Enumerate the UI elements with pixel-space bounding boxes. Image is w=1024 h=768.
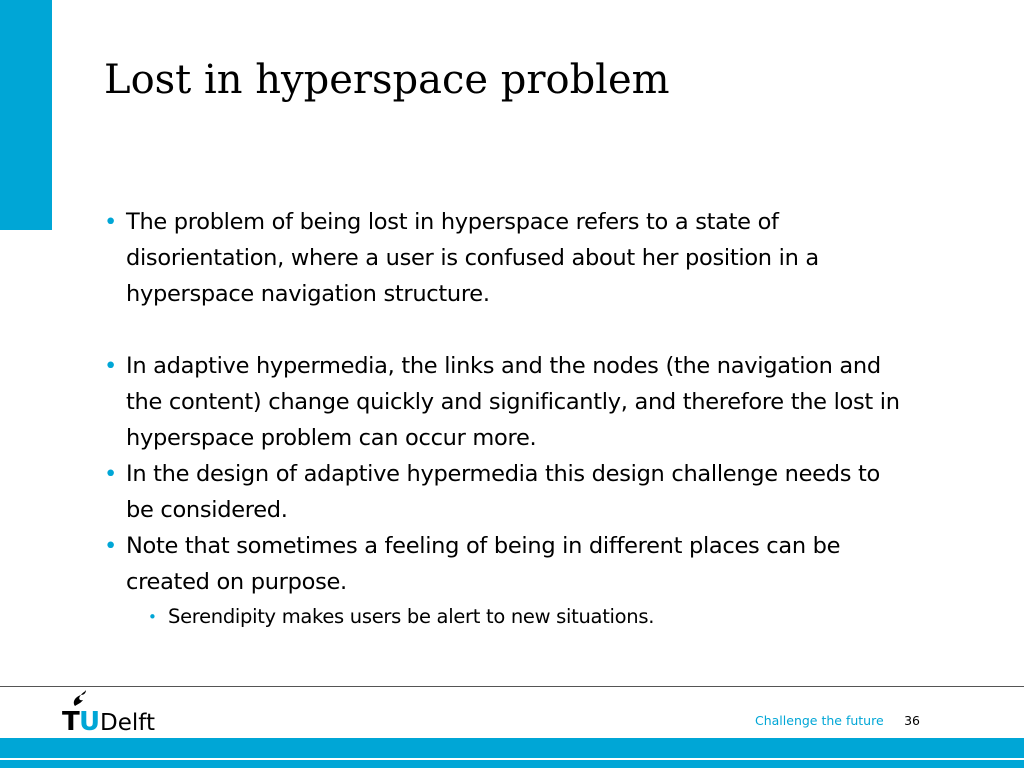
bullet-text: In the design of adaptive hypermedia this design challenge needs to be considered. xyxy=(126,461,880,523)
logo-text-u: U xyxy=(79,707,101,736)
bullet-text: The problem of being lost in hyperspace refers to a state of disorientation, where a user is confused about her position in a hyperspace navigation structure. xyxy=(126,209,819,307)
tu-delft-logo-graphic xyxy=(62,690,172,736)
tu-delft-logo xyxy=(62,690,172,736)
sub-bullet-glyph: • xyxy=(148,608,157,626)
bullet-text: In adaptive hypermedia, the links and the nodes (the navigation and the content) change quickly and significantly, and therefore the lost in hyperspace problem can occur more. xyxy=(126,353,900,451)
slide-title: Lost in hyperspace problem xyxy=(104,57,670,103)
footer-accent-stripe xyxy=(0,758,1024,760)
logo-text-delft: Delft xyxy=(100,710,155,736)
bullet-glyph: • xyxy=(104,533,117,559)
sub-bullet-item xyxy=(146,600,914,634)
bullet-list xyxy=(104,204,914,634)
footer-divider xyxy=(0,686,1024,687)
sub-bullet-text: Serendipity makes users be alert to new situations. xyxy=(168,605,655,628)
bullet-item xyxy=(104,204,914,312)
flame-icon xyxy=(74,690,86,706)
footer-tagline: Challenge the future xyxy=(755,713,884,728)
footer-accent-bar xyxy=(0,738,1024,768)
bullet-item xyxy=(104,528,914,634)
logo-text-t: T xyxy=(62,707,80,736)
sub-bullet-list xyxy=(126,600,914,634)
bullet-glyph: • xyxy=(104,353,117,379)
bullet-glyph: • xyxy=(104,209,117,235)
accent-bar xyxy=(0,0,52,230)
bullet-text: Note that sometimes a feeling of being in different places can be created on purpose. xyxy=(126,533,841,595)
bullet-item xyxy=(104,348,914,456)
page-number: 36 xyxy=(904,713,920,728)
bullet-glyph: • xyxy=(104,461,117,487)
bullet-item xyxy=(104,456,914,528)
